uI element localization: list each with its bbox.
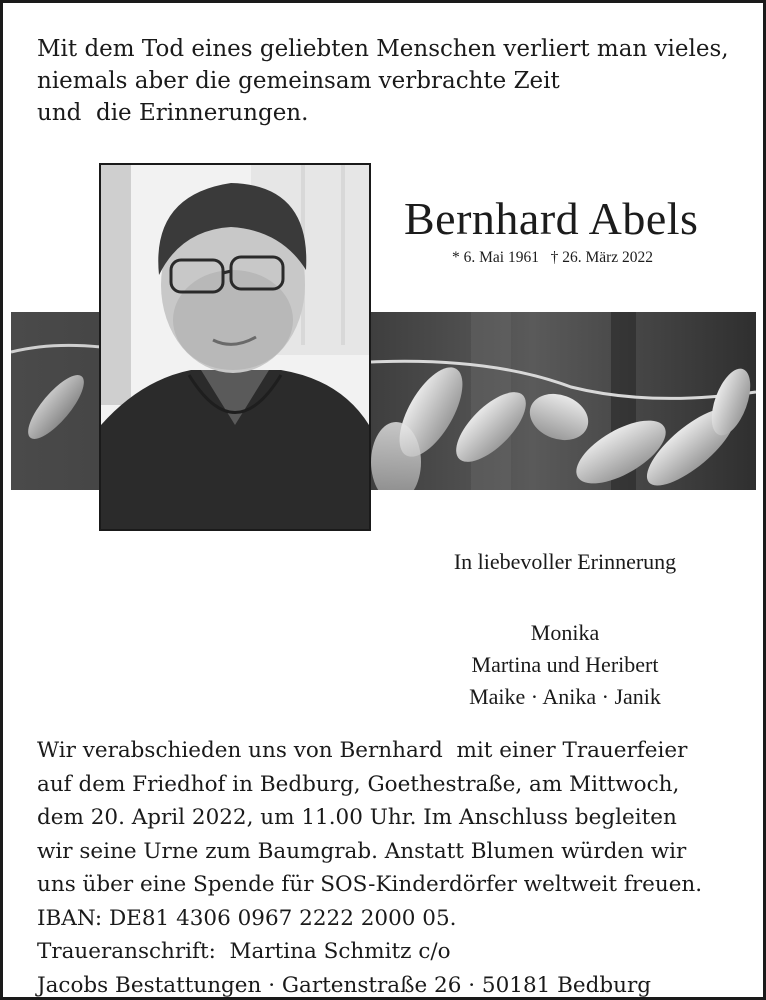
- portrait-photo: [99, 163, 371, 531]
- notice-line: dem 20. April 2022, um 11.00 Uhr. Im Anschluss begleiten: [37, 805, 677, 830]
- notice-line: auf dem Friedhof in Bedburg, Goethestraße, am Mittwoch,: [37, 771, 680, 797]
- intro-quote: [37, 33, 737, 129]
- intro-line: niemals aber die gemeinsam verbrachte Zeit: [37, 68, 560, 94]
- family-line: Maike · Anika · Janik: [469, 684, 661, 709]
- deceased-name: Bernhard Abels: [404, 193, 699, 244]
- notice-line: wir seine Urne zum Baumgrab. Anstatt Blumen würden wir: [37, 838, 687, 864]
- intro-line: und die Erinnerungen.: [37, 100, 309, 126]
- life-dates: * 6. Mai 1961 † 26. März 2022: [452, 249, 654, 266]
- family-line: Monika: [530, 620, 600, 645]
- notice-line: IBAN: DE81 4306 0967 2222 2000 05.: [37, 905, 457, 931]
- funeral-notice: [37, 734, 757, 1000]
- family-names: [400, 617, 730, 713]
- notice-line: uns über eine Spende für SOS-Kinderdörfer weltweit freuen.: [37, 872, 703, 897]
- memory-line: In liebevoller Erinnerung: [453, 549, 677, 574]
- notice-line: Jacobs Bestattungen · Gartenstraße 26 · 50181 Bedburg: [37, 972, 652, 998]
- family-line: Martina und Heribert: [471, 652, 659, 677]
- notice-line: Wir verabschieden uns von Bernhard mit einer Trauerfeier: [37, 738, 688, 763]
- notice-line: Traueranschrift: Martina Schmitz c/o: [37, 939, 451, 964]
- intro-line: Mit dem Tod eines geliebten Menschen verliert man vieles,: [37, 36, 729, 62]
